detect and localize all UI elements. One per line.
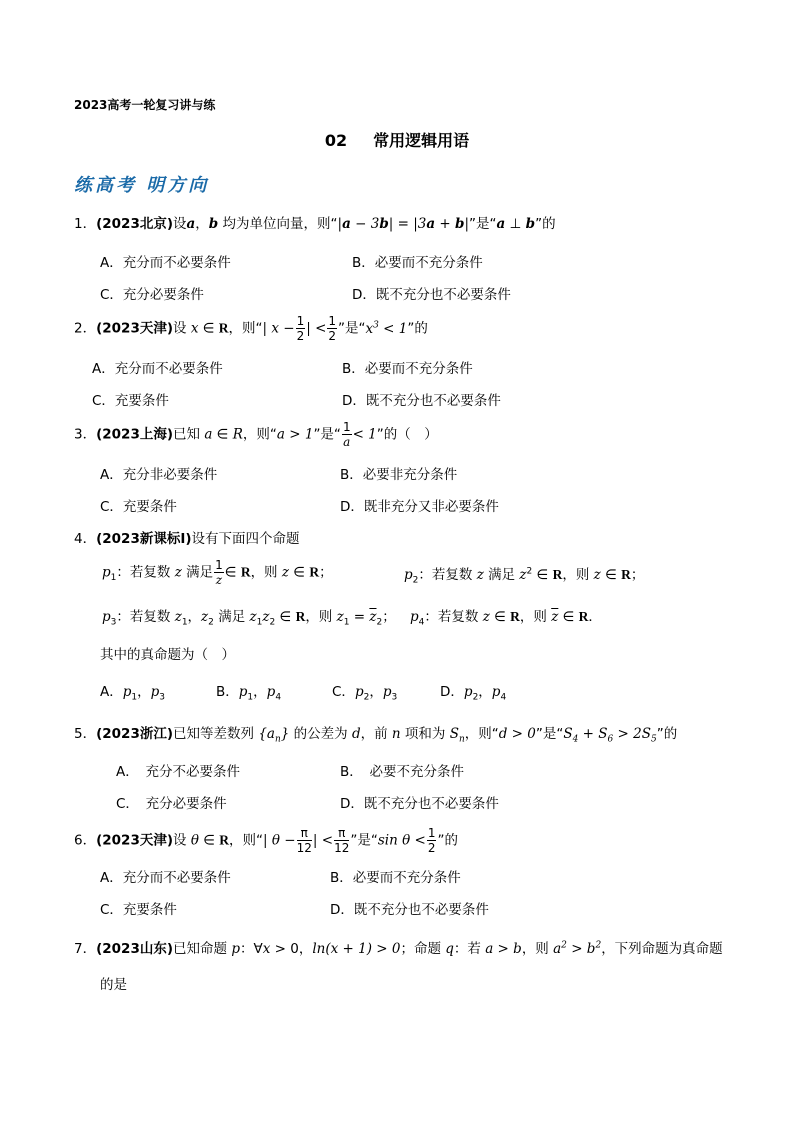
- option-b: B．$p_1$，$p_4$: [216, 684, 282, 703]
- proposition-p2: $p_2$：若复数 z 满足 $z^2$ ∈ R，则 z ∈ R；: [404, 566, 645, 586]
- question-tail: 其中的真命题为（ ）: [100, 647, 235, 663]
- option-c: C． 充分必要条件: [116, 796, 227, 812]
- option-d: D．既非充分又非必要条件: [340, 499, 499, 515]
- proposition-p4: $p_4$：若复数 z ∈ R，则 $\overline{z}$ ∈ R．: [410, 609, 602, 628]
- option-d: D．既不充分也不必要条件: [340, 796, 499, 812]
- question-5: 5．(2023浙江)已知等差数列 $\{a_n\}$ 的公差为 d，前 n 项和为 $S_n$，则“d > 0”是“$S_4 + S_6 > 2S_5$”的: [74, 726, 678, 745]
- question-1: 1．(2023北京)设a，b 均为单位向量，则“|a − 3b| = |3a + b|”是“a ⊥ b”的: [74, 216, 556, 232]
- option-b: B．必要非充分条件: [340, 467, 458, 483]
- question-3: 3．(2023上海)已知 a ∈ R，则“a > 1”是“ $\frac{1}{a}$ < 1”的（ ）: [74, 420, 438, 449]
- proposition-p1: $p_1$：若复数 z 满足 $\frac{1}{z}$ ∈ R，则 z ∈ R；: [102, 558, 333, 587]
- question-4: 4．(2023新课标Ⅰ)设有下面四个命题: [74, 531, 300, 547]
- option-a: A． 充分不必要条件: [116, 764, 240, 780]
- question-2: 2．(2023天津)设 x ∈ R，则“| x − $\frac{1}{2}$ | < $\frac{1}{2}$ ”是“$x^3 < 1$”的: [74, 314, 428, 343]
- option-c: C．充分必要条件: [100, 287, 204, 303]
- question-tail: 的是: [100, 977, 127, 993]
- option-a: A．充分而不必要条件: [100, 255, 231, 271]
- question-7: 7．(2023山东)已知命题 p：∀x > 0，ln(x + 1) > 0；命题 q：若 a > b，则 $a^2 > b^2$，下列命题为真命题: [74, 940, 723, 957]
- option-c: C．$p_2$，$p_3$: [332, 684, 398, 703]
- option-a: A．充分而不必要条件: [100, 870, 231, 886]
- title-text: 常用逻辑用语: [373, 131, 470, 150]
- option-b: B．必要而不充分条件: [352, 255, 483, 271]
- page-title: [0, 128, 794, 151]
- question-number: 1．: [74, 216, 97, 232]
- option-b: B． 必要不充分条件: [340, 764, 465, 780]
- section-heading: 练高考 明方向: [74, 175, 210, 196]
- option-d: D．既不充分也不必要条件: [352, 287, 511, 303]
- title-number: 02: [324, 131, 348, 150]
- proposition-p3: $p_3$：若复数 $z_1$，$z_2$ 满足 $z_1z_2$ ∈ R，则 $z_1 = \overline{z}_2$；: [102, 609, 396, 628]
- option-a: A．充分而不必要条件: [92, 361, 223, 377]
- option-a: A．充分非必要条件: [100, 467, 218, 483]
- option-b: B．必要而不充分条件: [342, 361, 473, 377]
- option-d: D．既不充分也不必要条件: [342, 393, 501, 409]
- option-b: B．必要而不充分条件: [330, 870, 461, 886]
- option-c: C．充要条件: [92, 393, 169, 409]
- option-d: D．既不充分也不必要条件: [330, 902, 489, 918]
- question-6: 6．(2023天津)设 θ ∈ R，则“| θ − $\frac{\pi}{12}$ | < $\frac{\pi}{12}$ ”是“sin θ < $\frac{1}{2}$ ”的: [74, 826, 458, 855]
- header-label: 2023高考一轮复习讲与练: [74, 98, 216, 112]
- option-d: D．$p_2$，$p_4$: [440, 684, 507, 703]
- option-a: A．$p_1$，$p_3$: [100, 684, 166, 703]
- option-c: C．充要条件: [100, 499, 177, 515]
- option-c: C．充要条件: [100, 902, 177, 918]
- question-source: (2023北京): [96, 216, 174, 232]
